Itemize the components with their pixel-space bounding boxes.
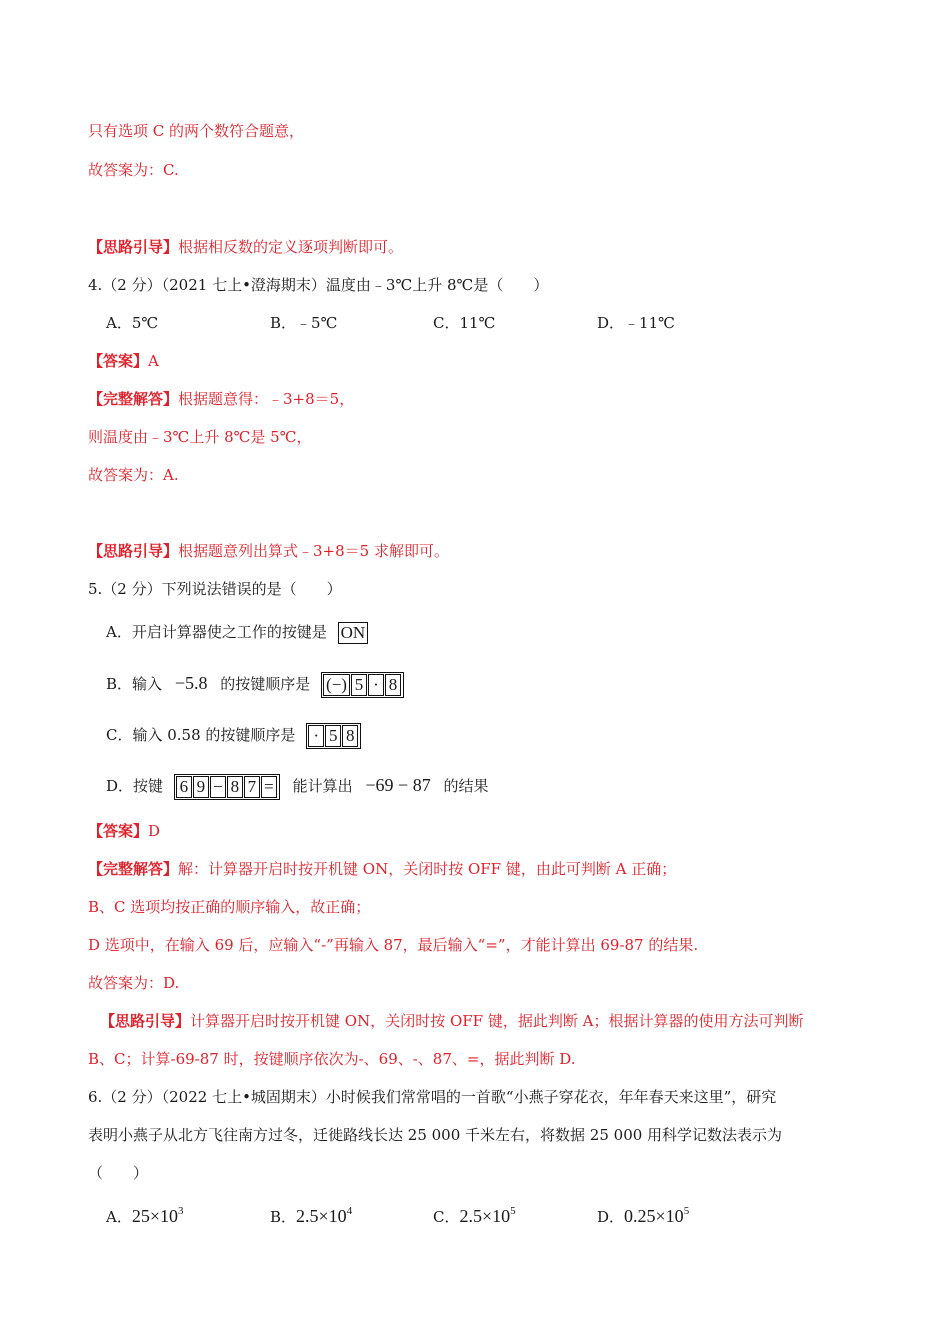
q5-solution-line2: B、C 选项均按正确的顺序输入，故正确； bbox=[88, 898, 371, 916]
q5-option-d-text: D．按键 bbox=[106, 777, 164, 795]
option-base: 0.25×10 bbox=[624, 1206, 684, 1226]
q6-stem-line3: （ ） bbox=[88, 1164, 149, 1182]
guide-tag: 【思路引导】 bbox=[100, 1012, 191, 1030]
prev-guide-line bbox=[88, 236, 403, 258]
q4-stem: 4.（2 分）（2021 七上•澄海期末）温度由﹣3℃上升 8℃是（ ） bbox=[88, 276, 549, 294]
key-dot: · bbox=[308, 725, 324, 747]
q5-solution-line3: D 选项中，在输入 69 后，应输入“-”再输入 87，最后输入“=”，才能计算出 69-87 的结果. bbox=[88, 936, 699, 954]
q4-option-d: D．﹣11℃ bbox=[597, 314, 675, 332]
guide-tag: 【思路引导】 bbox=[88, 542, 179, 560]
q4-solution-line3: 故答案为：A. bbox=[88, 466, 179, 484]
q4-guide bbox=[88, 540, 449, 562]
q5-option-b-math: −5.8 bbox=[174, 673, 208, 693]
q5-answer bbox=[88, 820, 160, 842]
guide-text: 根据题意列出算式﹣3+8＝5 求解即可。 bbox=[178, 542, 449, 560]
key-8: 8 bbox=[385, 674, 401, 696]
q6-stem-line2: 表明小燕子从北方飞往南方过冬，迁徙路线长达 25 000 千米左右，将数据 25 000 用科学记数法表示为 bbox=[88, 1126, 783, 1144]
q5-option-c-keys bbox=[306, 723, 361, 749]
option-exponent: 5 bbox=[510, 1205, 516, 1217]
q5-option-a-keys bbox=[338, 622, 370, 644]
q5-solution-line4: 故答案为：D. bbox=[88, 974, 180, 992]
key-equals: = bbox=[261, 776, 277, 798]
q6-option-d bbox=[597, 1200, 689, 1228]
prev-solution-line: 只有选项 C 的两个数符合题意， bbox=[88, 122, 305, 140]
q4-option-c: C．11℃ bbox=[433, 314, 496, 332]
q5-option-b-mid: 的按键顺序是 bbox=[220, 675, 311, 693]
q5-option-b-text: B．输入 bbox=[106, 675, 163, 693]
q5-option-b bbox=[106, 672, 404, 698]
key-6: 6 bbox=[176, 776, 192, 798]
q5-option-d-keys bbox=[174, 774, 280, 800]
option-label: C． bbox=[433, 1208, 460, 1226]
q5-solution bbox=[88, 858, 676, 880]
key-9: 9 bbox=[193, 776, 209, 798]
q5-option-c-text: C．输入 0.58 的按键顺序是 bbox=[106, 726, 296, 744]
answer-value: A bbox=[148, 352, 159, 370]
solution-tag: 【完整解答】 bbox=[88, 860, 179, 878]
solution-text: 根据题意得：﹣3+8＝5， bbox=[178, 390, 355, 408]
prev-answer-line: 故答案为：C. bbox=[88, 161, 179, 179]
q5-guide-line2: B、C；计算-69-87 时，按键顺序依次为-、69、-、87、=，据此判断 D. bbox=[88, 1050, 576, 1068]
q5-option-b-keys bbox=[321, 672, 404, 698]
q4-solution-line2: 则温度由﹣3℃上升 8℃是 5℃， bbox=[88, 428, 312, 446]
option-label: D． bbox=[597, 1208, 625, 1226]
answer-tag: 【答案】 bbox=[88, 352, 149, 370]
option-base: 2.5×10 bbox=[459, 1206, 511, 1226]
answer-tag: 【答案】 bbox=[88, 822, 149, 840]
key-8: 8 bbox=[227, 776, 243, 798]
solution-text: 解：计算器开启时按开机键 ON，关闭时按 OFF 键，由此可判断 A 正确； bbox=[178, 860, 677, 878]
q5-option-d-end: 的结果 bbox=[443, 777, 489, 795]
key-dot: · bbox=[368, 674, 384, 696]
q4-solution bbox=[88, 388, 354, 410]
option-exponent: 3 bbox=[178, 1205, 184, 1217]
q5-option-d-mid: 能计算出 bbox=[292, 777, 353, 795]
key-7: 7 bbox=[244, 776, 260, 798]
answer-value: D bbox=[148, 822, 161, 840]
option-exponent: 5 bbox=[683, 1205, 690, 1217]
q5-stem: 5.（2 分）下列说法错误的是（ ） bbox=[88, 580, 342, 598]
key-5: 5 bbox=[325, 725, 341, 747]
q5-option-c bbox=[106, 723, 361, 749]
option-base: 25×10 bbox=[131, 1206, 178, 1226]
guide-tag: 【思路引导】 bbox=[88, 238, 179, 256]
option-label: A． bbox=[106, 1208, 132, 1226]
q4-option-a: A．5℃ bbox=[106, 314, 159, 332]
q4-option-b: B．﹣5℃ bbox=[270, 314, 338, 332]
solution-tag: 【完整解答】 bbox=[88, 390, 179, 408]
option-label: B． bbox=[270, 1208, 297, 1226]
key-negative: (−) bbox=[323, 674, 350, 696]
q5-option-d-math: −69 − 87 bbox=[365, 775, 431, 795]
key-5: 5 bbox=[351, 674, 367, 696]
key-minus: − bbox=[210, 776, 226, 798]
guide-text: 计算器开启时按开机键 ON，关闭时按 OFF 键，据此判断 A；根据计算器的使用方法可判断 bbox=[190, 1012, 804, 1030]
key-8: 8 bbox=[342, 725, 358, 747]
option-base: 2.5×10 bbox=[296, 1206, 347, 1226]
q6-stem-line1: 6.（2 分）（2022 七上•城固期末）小时候我们常常唱的一首歌“小燕子穿花衣，年年春天来这里”，研究 bbox=[88, 1088, 777, 1106]
option-exponent: 4 bbox=[346, 1205, 353, 1217]
key-on: ON bbox=[338, 622, 369, 644]
q6-option-b bbox=[270, 1200, 352, 1228]
q6-option-a bbox=[106, 1200, 184, 1228]
q4-answer bbox=[88, 350, 159, 372]
q5-option-d bbox=[106, 774, 489, 800]
q5-option-a bbox=[106, 621, 369, 644]
q5-guide bbox=[100, 1010, 803, 1032]
q5-option-a-text: A．开启计算器使之工作的按键是 bbox=[106, 623, 327, 641]
guide-text: 根据相反数的定义逐项判断即可。 bbox=[178, 238, 404, 256]
q6-option-c bbox=[433, 1200, 516, 1228]
